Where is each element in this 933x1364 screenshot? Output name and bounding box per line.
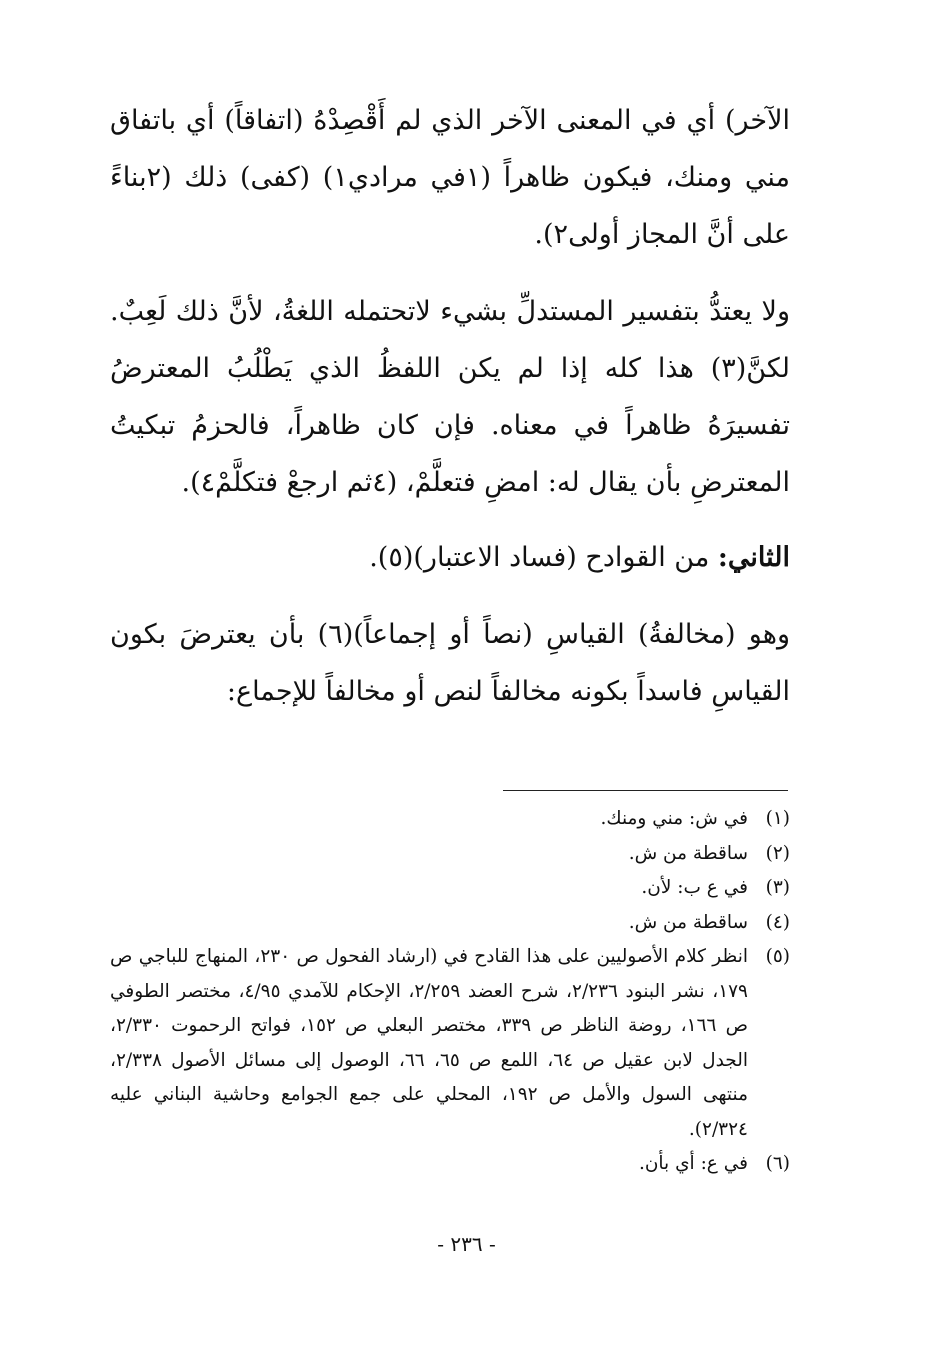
paragraph-1: الآخر) أي في المعنى الآخر الذي لم أَقْصِدْهُ (اتفاقاً) أي باتفاق مني ومنك، فيكون ظاهراً (١في مرادي١) (كفى) ذلك (٢بناءً على أنَّ المجاز أولى٢). xyxy=(110,105,790,250)
footnote-divider xyxy=(503,790,788,791)
footnote-text: ساقطة من ش. xyxy=(628,842,748,864)
footnote-5 xyxy=(110,940,790,1147)
paragraph-4: وهو (مخالفةُ) القياسِ (نصاً أو إجماعاً)(٦) بأن يعترضَ بكون القياسِ فاسداً بكونه مخالفاً لنص أو مخالفاً للإجماع: xyxy=(110,619,790,707)
footnote-number: (٢) xyxy=(765,842,790,864)
section-heading: الثاني: xyxy=(717,542,790,573)
footnote-4 xyxy=(110,906,790,941)
footnote-number: (٥) xyxy=(765,946,790,967)
footnote-number: (٤) xyxy=(765,911,790,933)
paragraph-3 xyxy=(110,529,790,586)
main-text xyxy=(110,92,790,720)
page-number: - ٢٣٦ - xyxy=(437,1232,496,1256)
footnote-text: انظر كلام الأصوليين على هذا القادح في (ارشاد الفحول ص ٢٣٠، المنهاج للباجي ص ١٧٩، نشر البنود ٢/٢٣٦، شرح العضد ٢/٢٥٩، الإحكام للآمدي ٤/٩٥، مختصر الطوفي ص ١٦٦، روضة الناظر ص ٣٣٩، مختصر البعلي ص ١٥٢، فواتح الرحموت ٢/٣٣٠، الجدل لابن عقيل ص ٦٤، اللمع ص ٦٥، ٦٦، الوصول إلى مسائل الأصول ٢/٣٣٨، منتهى السول والأمل ص ١٩٢، المحلي على جمع الجوامع وحاشية البناني عليه ٢/٣٢٤). xyxy=(110,946,748,1140)
footnote-text: في ش: مني ومنك. xyxy=(600,808,748,829)
footnote-number: (٦) xyxy=(765,1153,790,1174)
footnote-text: في ع: أي بأن. xyxy=(638,1153,748,1174)
footnote-number: (٣) xyxy=(765,877,790,898)
footnote-3 xyxy=(110,871,790,906)
footnote-6 xyxy=(110,1147,790,1182)
footnote-text: ساقطة من ش. xyxy=(628,911,748,933)
footnote-text: في ع ب: لأن. xyxy=(641,877,748,898)
section-heading-text: من القوادح (فساد الاعتبار)(٥). xyxy=(369,542,718,573)
footnote-number: (١) xyxy=(765,808,790,829)
footnotes xyxy=(110,802,790,1182)
footnote-2 xyxy=(110,837,790,872)
footnote-1 xyxy=(110,802,790,837)
paragraph-2: ولا يعتدُّ بتفسير المستدلِّ بشيء لاتحتمله اللغةُ، لأنَّ ذلك لَعِبٌ. لكنَّ(٣) هذا كله إذا لم يكن اللفظُ الذي يَطْلُبُ المعترضُ تفسيرَهُ ظاهراً في معناه. فإن كان ظاهراً، فالحزمُ تبكيتُ المعترضِ بأن يقال له: امضِ فتعلَّمْ، (٤ثم ارجعْ فتكلَّمْ٤). xyxy=(110,296,790,498)
